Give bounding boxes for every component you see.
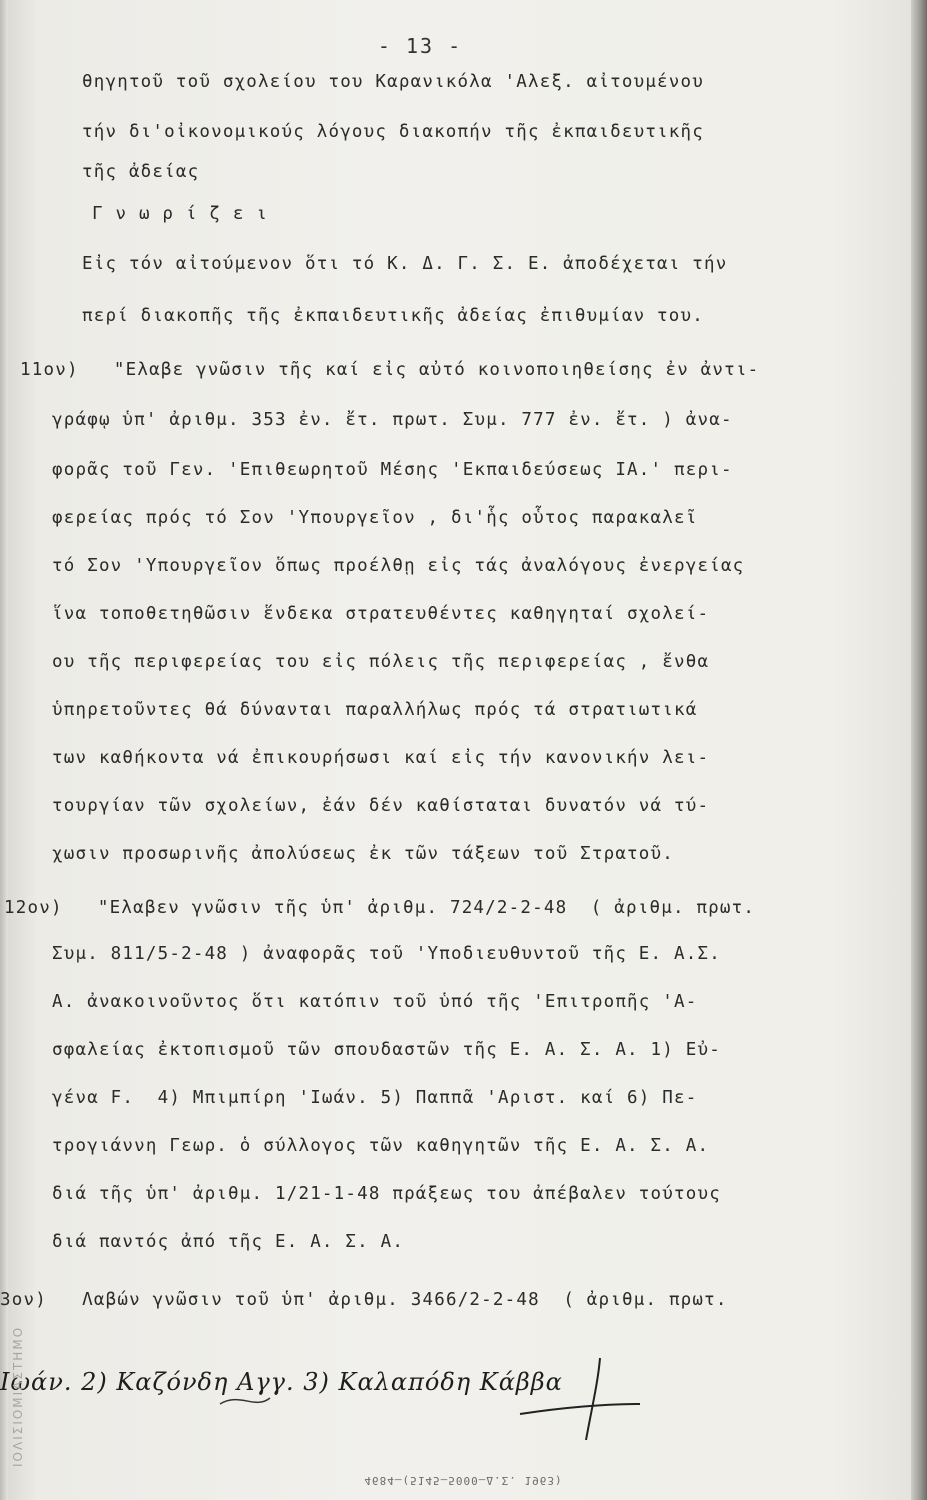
text-line: γράφῳ ὑπ' ἀριθμ. 353 ἐν. ἔτ. πρωτ. Συμ. 777 ἐν. ἔτ. ) ἀνα- (52, 410, 733, 430)
text-line: χωσιν προσωρινῆς ἀπολύσεως ἐκ τῶν τάξεων τοῦ Στρατοῦ. (52, 844, 675, 864)
text-line: ου τῆς περιφερείας του εἰς πόλεις τῆς περιφερείας , ἔνθα (52, 652, 710, 672)
text-line: των καθήκοντα νά ἐπικουρήσωσι καί εἰς τήν κανονικήν λει- (52, 748, 710, 768)
page-number: - 13 - (377, 34, 463, 58)
text-line: φερείας πρός τό Σον 'Υπουργεῖον , δι'ἧς οὗτος παρακαλεῖ (52, 508, 698, 528)
text-line: 11ον) "Ελαβε γνῶσιν τῆς καί εἰς αὐτό κοινοποιηθείσης ἐν ἀντι- (20, 360, 760, 380)
text-line: τρογιάννη Γεωρ. ὁ σύλλογος τῶν καθηγητῶν τῆς Ε. Α. Σ. Α. (52, 1136, 710, 1156)
text-line: φορᾶς τοῦ Γεν. 'Επιθεωρητοῦ Μέσης 'Εκπαιδεύσεως ΙΑ.' περι- (52, 460, 733, 480)
text-line: περί διακοπῆς τῆς ἐκπαιδευτικῆς ἀδείας ἐπιθυμίαν του. (82, 306, 705, 326)
text-line: γένα F. 4) Μπιμπίρη 'Ιωάν. 5) Παππᾶ 'Αριστ. καί 6) Πε- (52, 1088, 698, 1108)
text-line: σφαλείας ἐκτοπισμοῦ τῶν σπουδαστῶν τῆς Ε. Α. Σ. Α. 1) Εὐ- (52, 1040, 721, 1060)
text-line: Α. ἀνακοινοῦντος ὅτι κατόπιν τοῦ ὑπό τῆς 'Επιτροπῆς 'Α- (52, 992, 698, 1012)
text-line: διά παντός ἀπό τῆς Ε. Α. Σ. Α. (52, 1232, 405, 1252)
text-line: τήν δι'οἰκονομικούς λόγους διακοπήν τῆς ἐκπαιδευτικῆς (82, 122, 705, 142)
text-line: ἵνα τοποθετηθῶσιν ἕνδεκα στρατευθέντες καθηγηταί σχολεί- (52, 604, 710, 624)
archive-stamp: ΙΟΛΙΣΙΟΜΙΑΣΤΗΜΟ (11, 1325, 25, 1467)
printer-footer: 4684—(5145—5000—Δ.Σ. 1963) (364, 1474, 563, 1487)
text-line: Συμ. 811/5-2-48 ) ἀναφορᾶς τοῦ 'Υποδιευθυντοῦ τῆς Ε. Α.Σ. (52, 944, 721, 964)
page-left-edge (0, 0, 8, 1500)
page-binding-edge (911, 0, 927, 1500)
text-line: 12ον) "Ελαβεν γνῶσιν τῆς ὑπ' ἀριθμ. 724/2-2-48 ( ἀριθμ. πρωτ. (4, 898, 756, 918)
text-line: ὑπηρετοῦντες θά δύνανται παραλλήλως πρός τά στρατιωτικά (52, 700, 698, 720)
text-line: τῆς ἀδείας (82, 162, 200, 182)
text-line: Γ ν ω ρ ί ζ ε ι (92, 204, 269, 224)
text-line: τό Σον 'Υπουργεῖον ὅπως προέλθῃ εἰς τάς ἀναλόγους ἐνεργείας (52, 556, 745, 576)
text-line: Εἰς τόν αἰτούμενον ὅτι τό Κ. Δ. Γ. Σ. Ε. ἀποδέχεται τήν (82, 254, 728, 274)
text-line: διά τῆς ὑπ' ἀριθμ. 1/21-1-48 πράξεως του ἀπέβαλεν τούτους (52, 1184, 721, 1204)
text-line: 3ον) Λαβών γνῶσιν τοῦ ὑπ' ἀριθμ. 3466/2-2-48 ( ἀριθμ. πρωτ. (0, 1290, 728, 1310)
text-line: θηγητοῦ τοῦ σχολείου του Καρανικόλα 'Αλεξ. αἰτουμένου (82, 72, 705, 92)
handwritten-signatures: Ιωάν. 2) Καζόνδη Αγγ. 3) Καλαπόδη Κάββα (0, 1368, 563, 1396)
signature-scribble (0, 1352, 700, 1442)
text-line: τουργίαν τῶν σχολείων, ἐάν δέν καθίσταται δυνατόν νά τύ- (52, 796, 710, 816)
